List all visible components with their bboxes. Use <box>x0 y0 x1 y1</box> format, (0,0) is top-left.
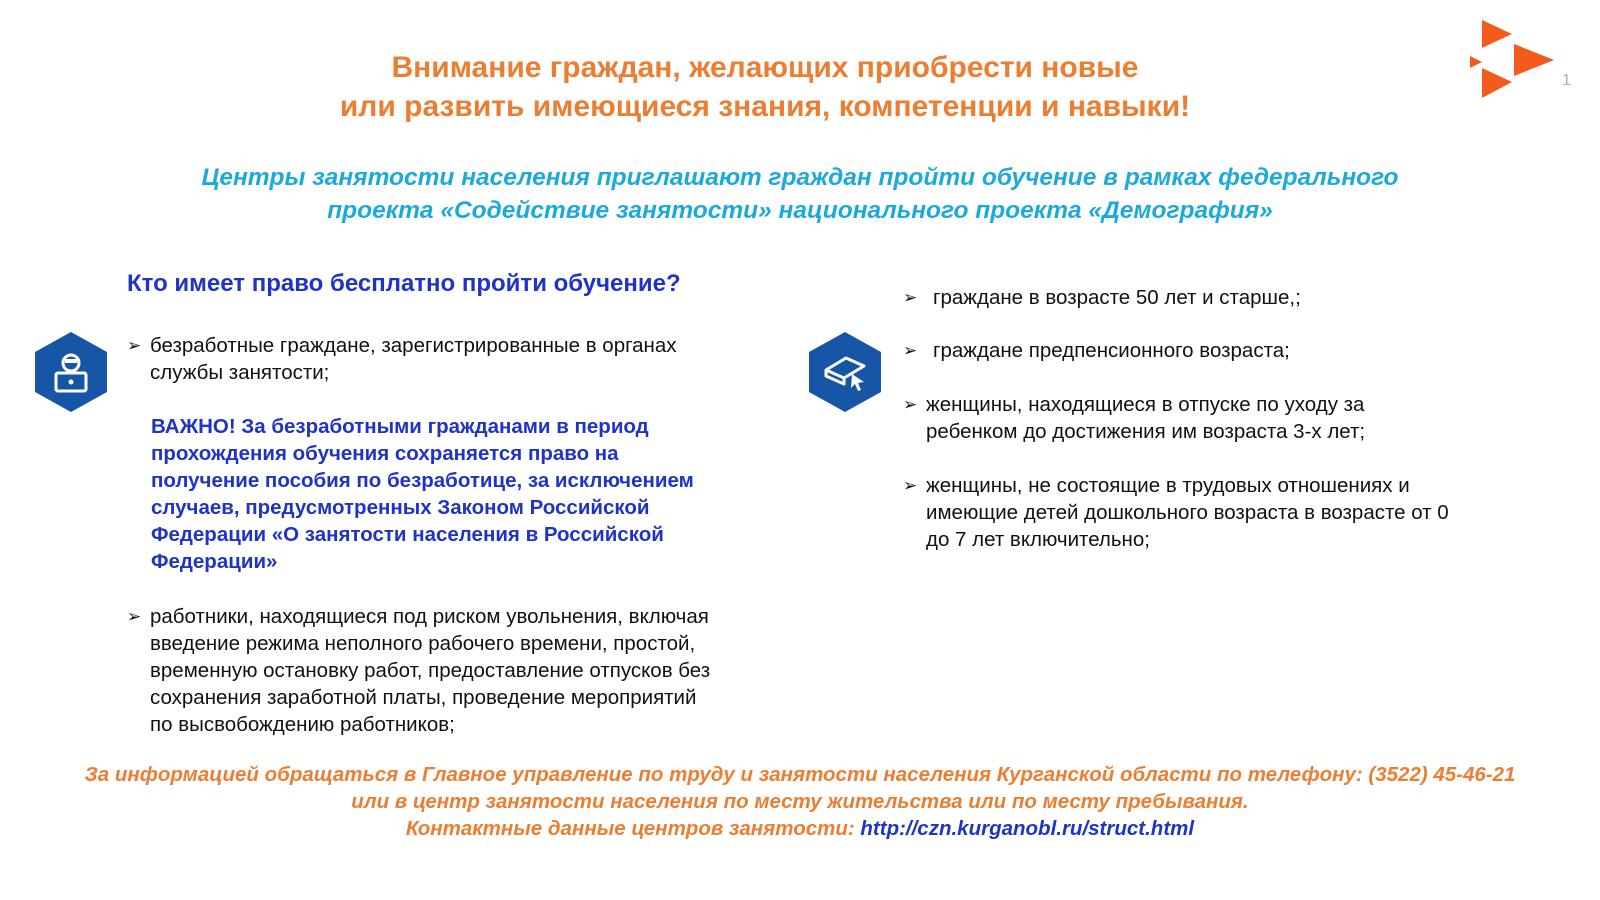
bullet-arrow-icon: ➢ <box>903 341 918 360</box>
list-item-line: граждане в возрасте 50 лет и старше,; <box>933 286 1301 309</box>
footer-line-1: За информацией обращаться в Главное управление по труду и занятости населения Курганской области по телефону: (3522) 45-46-21 <box>84 763 1516 786</box>
list-item-line: женщины, находящиеся в отпуске по уходу за <box>926 393 1365 416</box>
contacts-link[interactable]: http://czn.kurganobl.ru/struct.html <box>860 817 1195 840</box>
list-item-line: введение режима неполного рабочего времени, простой, <box>150 632 696 655</box>
list-item <box>127 332 787 386</box>
subtitle <box>60 161 1540 227</box>
important-line: получение пособия по безработице, за исключением <box>151 469 694 492</box>
list-item-line: сохранения заработной платы, проведение мероприятий <box>150 686 697 709</box>
list-item <box>903 391 1543 445</box>
bullet-arrow-icon: ➢ <box>127 336 142 355</box>
list-item <box>127 603 787 738</box>
important-line: случаев, предусмотренных Законом Российской <box>151 496 650 519</box>
bullet-arrow-icon: ➢ <box>127 607 142 626</box>
page-title <box>0 48 1530 126</box>
footer-line-3 <box>0 815 1600 842</box>
list-item-line: по высвобождению работников; <box>150 713 455 736</box>
list-item-line: женщины, не состоящие в трудовых отношениях и <box>926 474 1410 497</box>
eligibility-heading: Кто имеет право бесплатно пройти обучение? <box>127 270 681 297</box>
contact-footer <box>0 761 1600 842</box>
list-item-line: временную остановку работ, предоставление отпусков без <box>150 659 711 682</box>
subtitle-line-1: Центры занятости населения приглашают граждан пройти обучение в рамках федерального <box>201 164 1399 191</box>
page-number: 1 <box>1562 72 1571 89</box>
footer-line-2: или в центр занятости населения по месту жительства или по месту пребывания. <box>351 790 1249 813</box>
list-item <box>903 472 1553 553</box>
important-line: прохождения обучения сохраняется право на <box>151 442 619 465</box>
important-line: ВАЖНО! За безработными гражданами в период <box>151 415 649 438</box>
bullet-arrow-icon: ➢ <box>903 395 918 414</box>
book-cursor-icon <box>806 330 884 414</box>
list-item-line: ребенком до достижения им возраста 3-х лет; <box>926 420 1366 443</box>
subtitle-line-2: проекта «Содействие занятости» национального проекта «Демография» <box>327 197 1273 224</box>
list-item-line: граждане предпенсионного возраста; <box>933 339 1290 362</box>
bullet-arrow-icon: ➢ <box>903 476 918 495</box>
title-line-2: или развить имеющиеся знания, компетенции и навыки! <box>339 90 1191 123</box>
list-item <box>903 284 1543 311</box>
list-item-line: службы занятости; <box>150 361 330 384</box>
orange-arrows-logo-icon <box>1470 12 1570 104</box>
title-line-1: Внимание граждан, желающих приобрести новые <box>391 51 1139 84</box>
important-note <box>151 413 791 575</box>
list-item-line: до 7 лет включительно; <box>926 528 1150 551</box>
list-item-line: работники, находящиеся под риском увольнения, включая <box>150 605 709 628</box>
footer-contacts-label: Контактные данные центров занятости: <box>405 817 861 840</box>
bullet-arrow-icon: ➢ <box>903 288 918 307</box>
list-item-line: имеющие детей дошкольного возраста в возрасте от 0 <box>926 501 1449 524</box>
important-line: Федерации «О занятости населения в Российской <box>151 523 664 546</box>
list-item-line: безработные граждане, зарегистрированные в органах <box>150 334 677 357</box>
person-laptop-icon <box>32 330 110 414</box>
important-line: Федерации» <box>151 550 278 573</box>
list-item <box>903 337 1543 364</box>
